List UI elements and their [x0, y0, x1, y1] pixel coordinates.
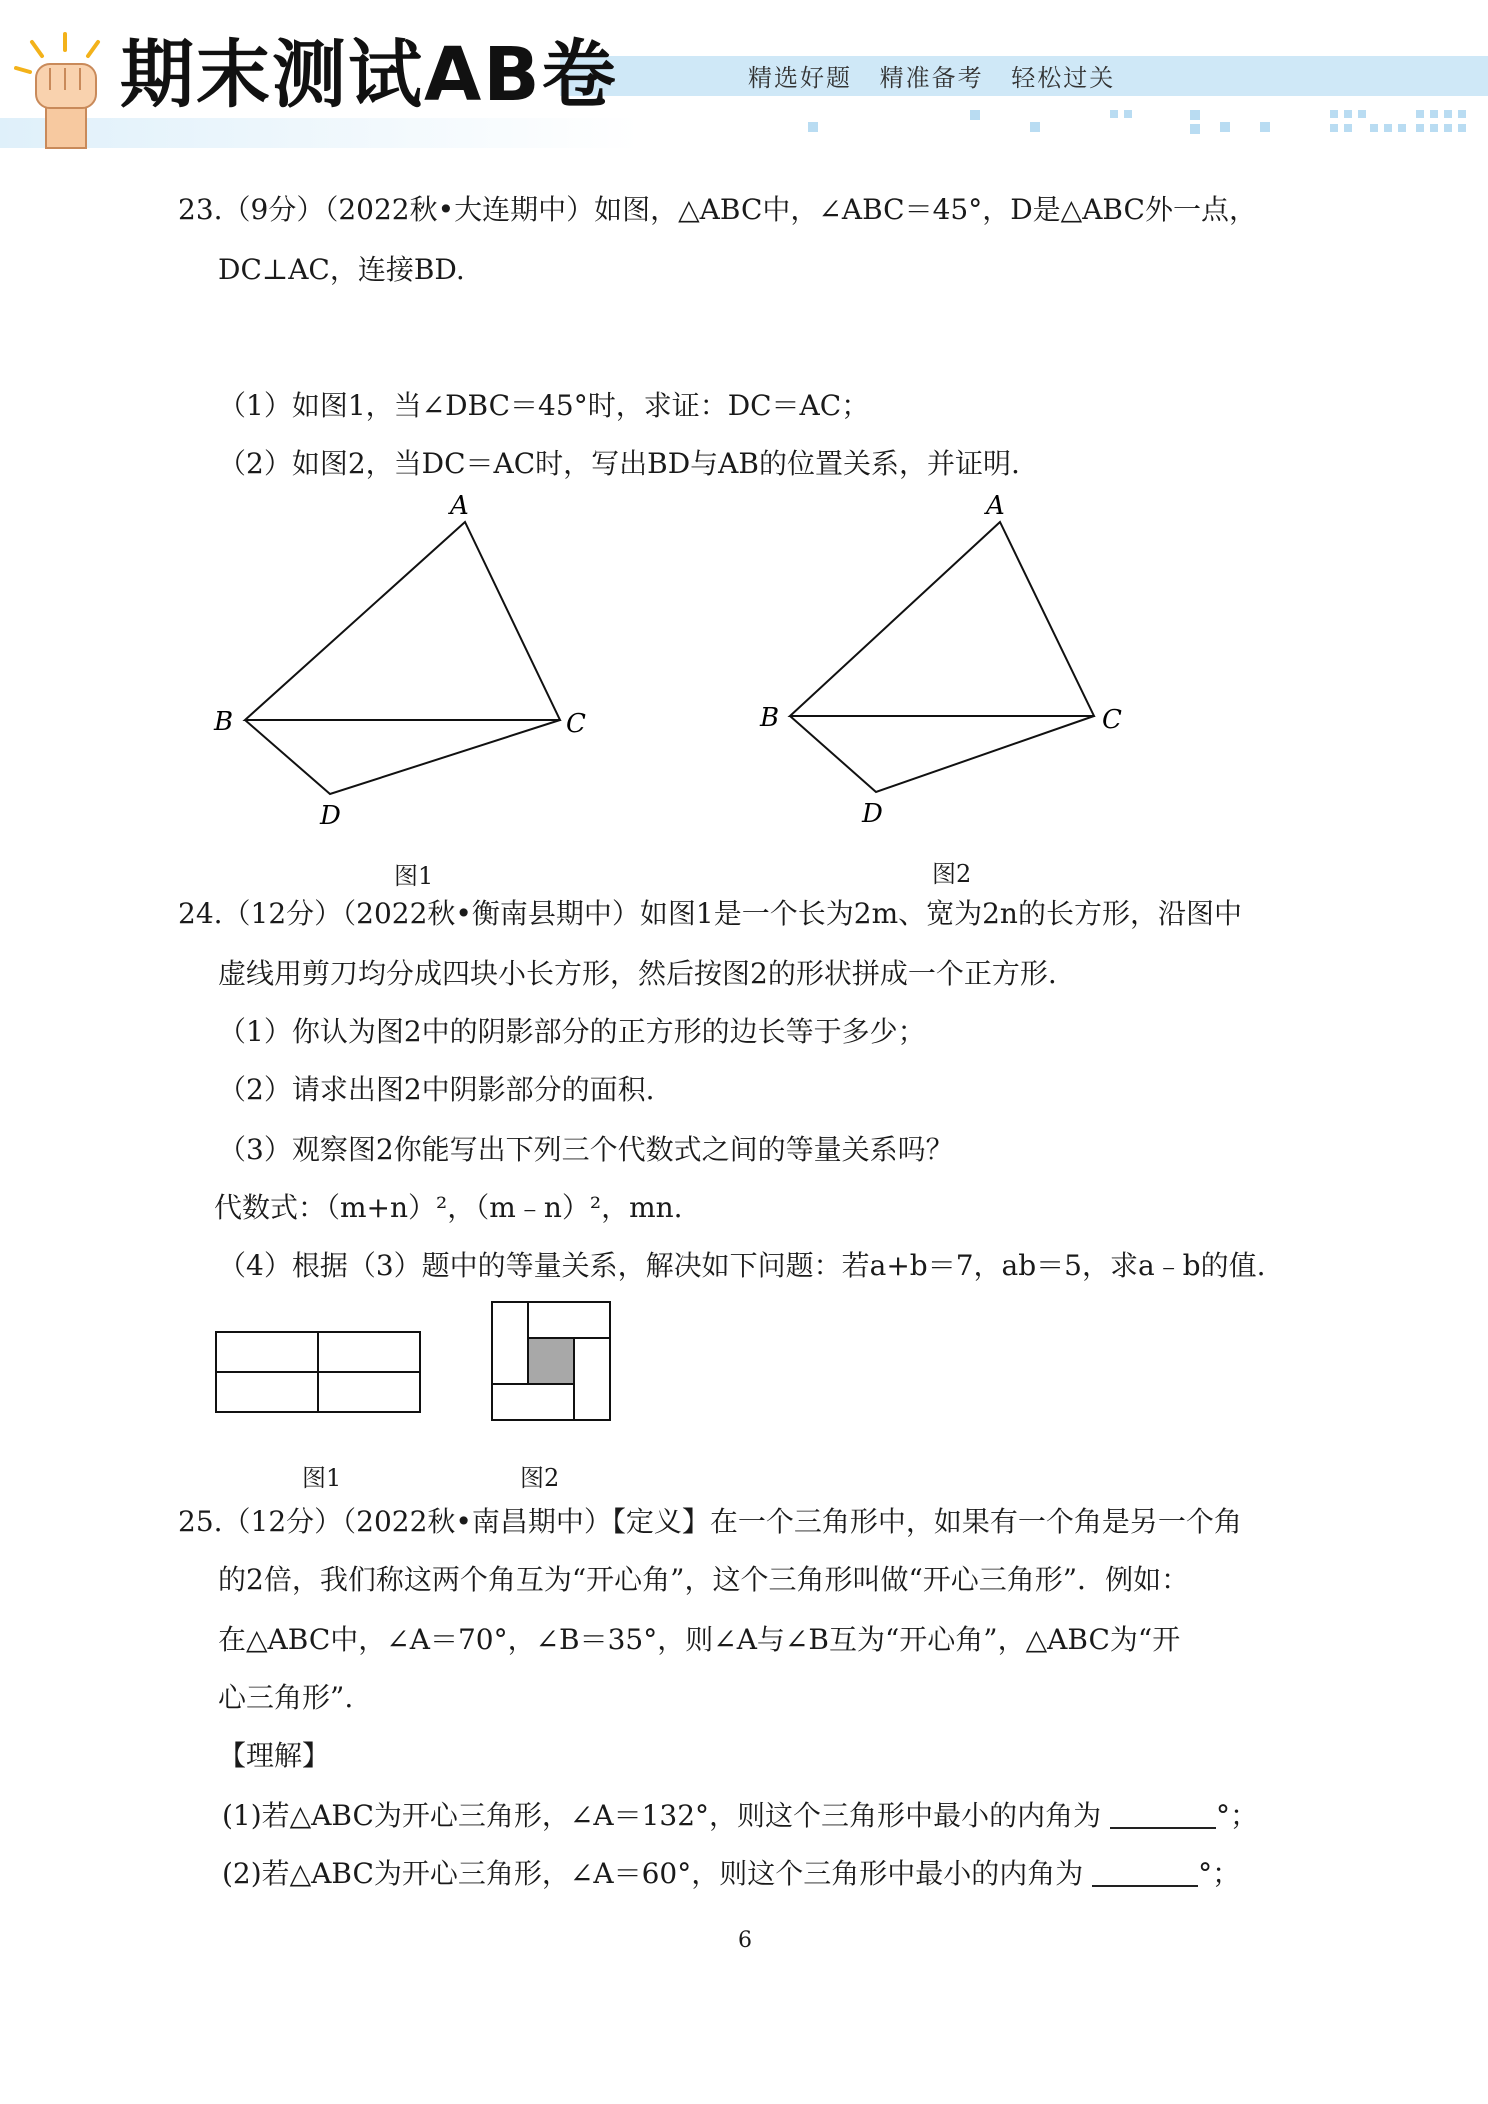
header-dot-pattern — [800, 108, 1480, 136]
fist-icon — [10, 30, 120, 150]
q25-line3: 在△ABC中，∠A＝70°，∠B＝35°，则∠A与∠B互为“开心角”，△ABC为“开 — [218, 1623, 1181, 1656]
q25-part1 — [222, 1799, 1258, 1832]
fig1-label-c: C — [566, 709, 586, 739]
q25-section-heading: 【理解】 — [218, 1739, 331, 1772]
fig2-label-d: D — [862, 799, 883, 829]
q24-part1: （1）你认为图2中的阴影部分的正方形的边长等于多少； — [218, 1015, 926, 1048]
q23-part2: （2）如图2，当DC＝AC时，写出BD与AB的位置关系，并证明. — [218, 447, 1020, 480]
fig2-label-c: C — [1102, 705, 1122, 735]
q24-part4: （4）根据（3）题中的等量关系，解决如下问题：若a+b＝7，ab＝5，求a﹣b的值. — [218, 1249, 1266, 1282]
header-slogan: 精选好题 精准备考 轻松过关 — [748, 64, 1116, 92]
header-title: 期末测试AB卷 — [120, 32, 618, 118]
q25-part2-text: (2)若△ABC为开心三角形，∠A＝60°，则这个三角形中最小的内角为 — [222, 1857, 1084, 1890]
q23-line1: 23.（9分）（2022秋•大连期中）如图，△ABC中，∠ABC＝45°，D是△ABC外一点， — [178, 193, 1257, 226]
q25-part1-text: (1)若△ABC为开心三角形，∠A＝132°，则这个三角形中最小的内角为 — [222, 1799, 1102, 1832]
q24-fig2-caption: 图2 — [520, 1464, 560, 1492]
q24-figure-1 — [214, 1330, 424, 1414]
q23-fig1-caption: 图1 — [394, 862, 434, 890]
fig1-label-a: A — [450, 491, 469, 521]
q23-line2: DC⊥AC，连接BD. — [218, 253, 465, 286]
q23-figure-2 — [750, 490, 1150, 830]
q24-fig1-caption: 图1 — [302, 1464, 342, 1492]
q24-expression: 代数式：（m+n）²，（m﹣n）²，mn. — [214, 1191, 683, 1224]
q23-part1: （1）如图1，当∠DBC＝45°时，求证：DC＝AC； — [218, 389, 870, 422]
fig2-label-a: A — [986, 491, 1005, 521]
q23-fig2-caption: 图2 — [932, 860, 972, 888]
page-number: 6 — [738, 1928, 752, 1953]
q25-part2-blank[interactable] — [1092, 1861, 1198, 1887]
q25-line4: 心三角形”. — [218, 1681, 354, 1714]
q25-line2: 的2倍，我们称这两个角互为“开心角”，这个三角形叫做“开心三角形”．例如： — [218, 1563, 1190, 1596]
q24-line2: 虚线用剪刀均分成四块小长方形，然后按图2的形状拼成一个正方形. — [218, 957, 1057, 990]
q23-figure-1 — [200, 490, 600, 830]
page-header — [0, 0, 1488, 150]
q24-part2: （2）请求出图2中阴影部分的面积. — [218, 1073, 655, 1106]
q25-part2-suffix: °； — [1198, 1857, 1241, 1890]
q24-figure-2 — [490, 1300, 614, 1424]
fig2-label-b: B — [760, 703, 780, 733]
q24-line1: 24.（12分）（2022秋•衡南县期中）如图1是一个长为2m、宽为2n的长方形，沿图中 — [178, 897, 1242, 930]
fig1-label-b: B — [214, 707, 234, 737]
q25-line1: 25.（12分）（2022秋•南昌期中）【定义】在一个三角形中，如果有一个角是另一个角 — [178, 1505, 1242, 1538]
q25-part1-suffix: °； — [1215, 1799, 1258, 1832]
q25-part2 — [222, 1857, 1241, 1890]
q24-part3: （3）观察图2你能写出下列三个代数式之间的等量关系吗？ — [218, 1133, 954, 1166]
q25-part1-blank[interactable] — [1110, 1803, 1216, 1829]
fig1-label-d: D — [320, 801, 341, 830]
